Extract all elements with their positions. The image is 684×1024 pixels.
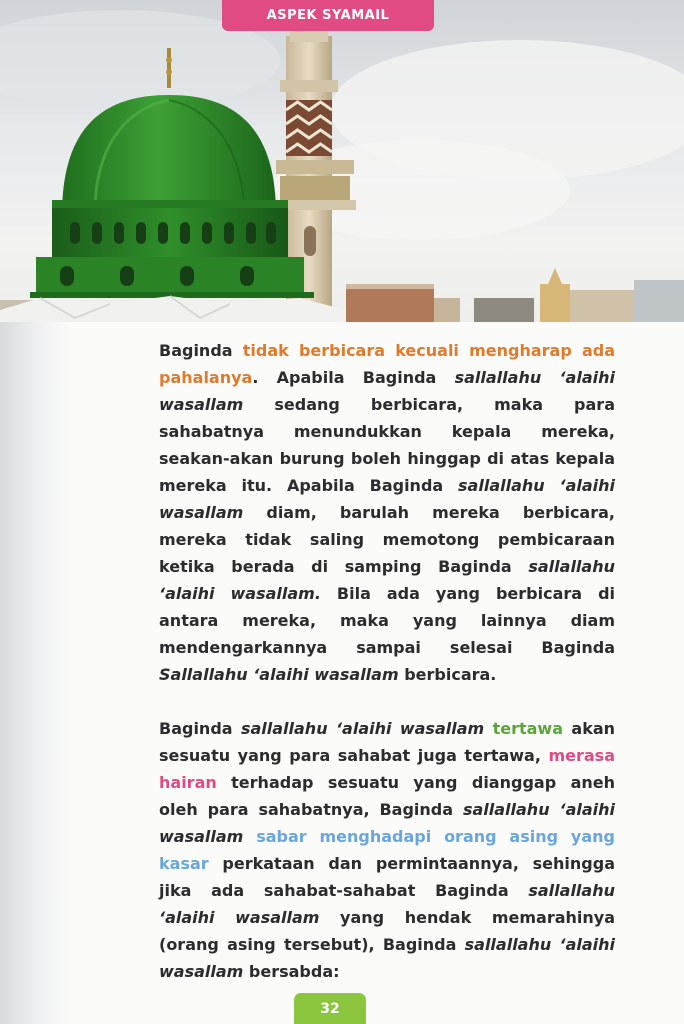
text-run: Bila ada yang berbicara di antara mereka, maka yang lainnya diam mendengarkannya sampai selesai Baginda [159, 584, 615, 657]
text-run: Baginda [159, 719, 241, 738]
text-run: perkataan dan permintaannya, sehingga jika ada sahabat-sahabat Baginda [159, 854, 615, 900]
italic-phrase: sallallahu ‘alaihi wasallam [159, 935, 616, 981]
text-run: sedang berbicara, maka para sahabatnya menundukkan kepala mereka, seakan-akan burung boleh hinggap di atas kepala mereka itu. Apabila Baginda [159, 395, 615, 495]
text-run: bersabda: [243, 962, 340, 981]
italic-phrase: sallallahu ‘alaihi wasallam [159, 476, 616, 522]
text-run [243, 827, 256, 846]
text-run: diam, barulah mereka berbicara, mereka tidak saling memotong pembicaraan ketika berada di samping Baginda [159, 503, 615, 576]
italic-phrase: sallallahu ‘alaihi wasallam. [159, 557, 615, 603]
italic-phrase: sallallahu ‘alaihi wasallam [240, 719, 485, 738]
page-number: 32 [294, 993, 366, 1024]
section-tag: ASPEK SYAMAIL [222, 0, 434, 31]
text-run [484, 719, 492, 738]
highlight-orange: tidak berbicara kecuali mengharap ada pahalanya [159, 341, 616, 387]
highlight-green: tertawa [492, 719, 564, 738]
italic-phrase: sallallahu ‘alaihi wasallam [159, 368, 615, 414]
text-run: berbicara. [398, 665, 497, 684]
body-text [159, 337, 615, 985]
text-run: akan sesuatu yang para sahabat juga tertawa, [159, 719, 616, 765]
italic-phrase: sallallahu ‘alaihi wasallam [159, 881, 615, 927]
highlight-blue: sabar menghadapi orang asing yang kasar [159, 827, 615, 873]
italic-phrase: Sallallahu ‘alaihi wasallam [159, 665, 399, 684]
text-run: yang hendak memarahinya (orang asing tersebut), Baginda [159, 908, 615, 954]
text-run: Baginda [159, 341, 243, 360]
paragraph-2 [159, 715, 615, 985]
italic-phrase: sallallahu ‘alaihi wasallam [159, 800, 616, 846]
green-dome-mosque-photo [0, 0, 684, 322]
text-run: terhadap sesuatu yang dianggap aneh oleh para sahabatnya, Baginda [159, 773, 615, 819]
highlight-pink: merasa hairan [159, 746, 615, 792]
text-run: . Apabila Baginda [252, 368, 455, 387]
paragraph-1 [159, 337, 615, 688]
mosque-illustration [0, 0, 684, 322]
